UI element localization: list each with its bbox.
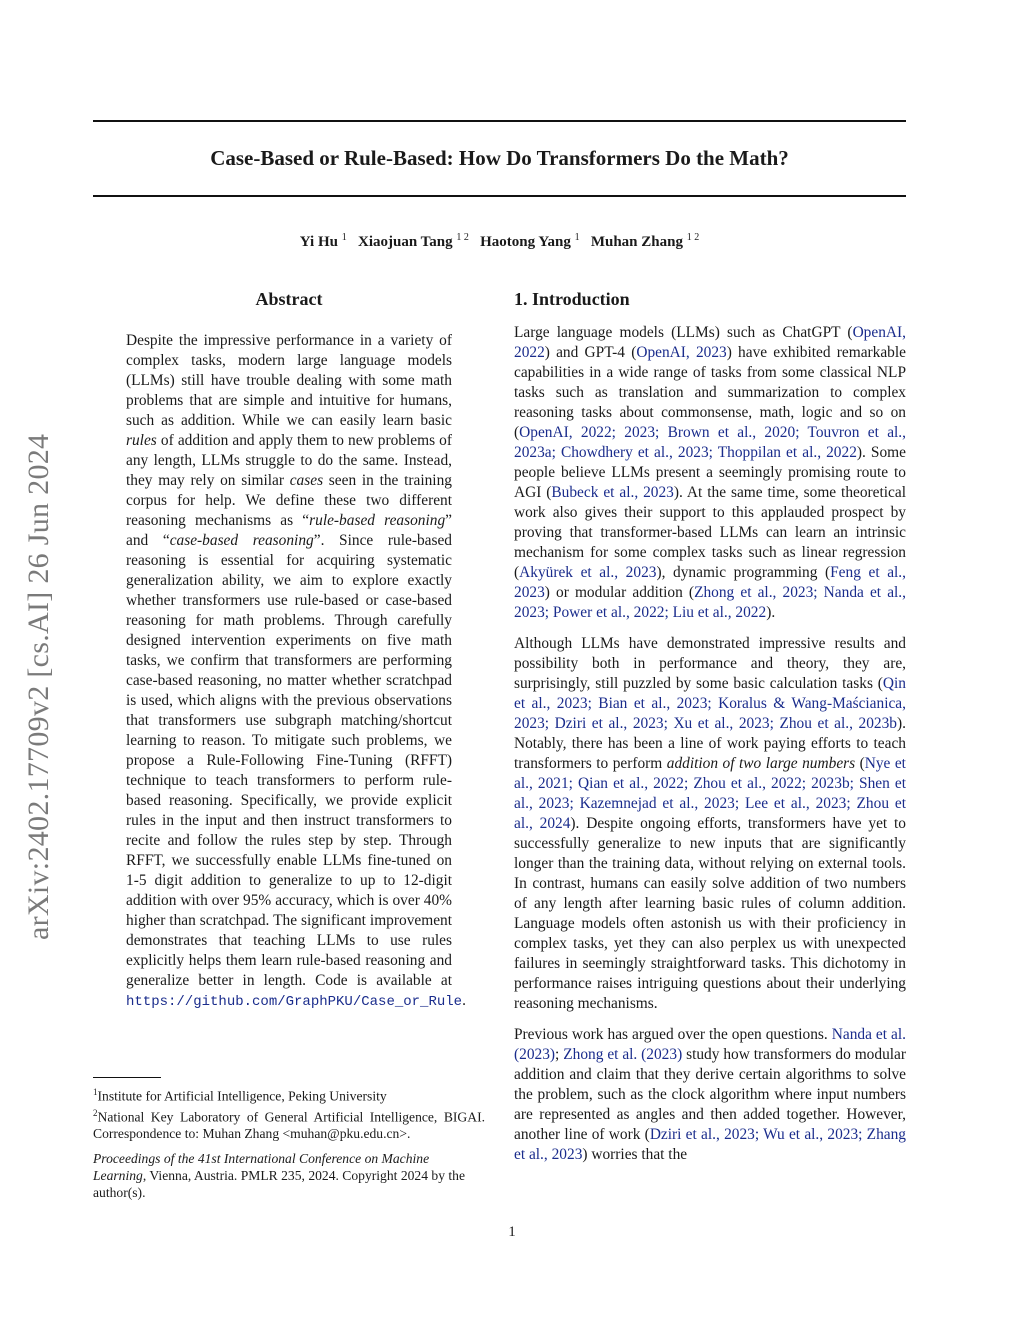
citation-link[interactable]: Qin et al., 2023; Bian et al., 2023; Koralus & Wang-Maścianica, 2023; Dziri et al., 2023; Xu et al., 2023; Zhou et al., 2023b xyxy=(514,675,906,732)
page-number: 1 xyxy=(508,1224,516,1240)
proceedings-note: Proceedings of the 41st International Conference on Machine Learning, Vienna, Austria. PMLR 235, 2024. Copyright 2024 by the author(s). xyxy=(93,1151,466,1200)
author-name: Xiaojuan Tang xyxy=(357,234,453,250)
citation-link[interactable]: OpenAI, 2022; 2023; Brown et al., 2020; Touvron et al., 2023a; Chowdhery et al., 2023; Thoppilan et al., 2022 xyxy=(514,424,906,461)
citation-link[interactable]: OpenAI, 2023 xyxy=(636,344,727,361)
author-name: Muhan Zhang xyxy=(590,234,683,250)
introduction-heading: 1. Introduction xyxy=(514,289,630,309)
title-rule-top xyxy=(93,120,906,122)
arxiv-sidebar-stamp: arXiv:2402.17709v2 [cs.AI] 26 Jun 2024 xyxy=(22,433,55,940)
title-rule-bottom xyxy=(93,195,906,197)
abstract-heading: Abstract xyxy=(255,289,323,309)
author-name: Haotong Yang xyxy=(480,234,571,250)
footnote-1: $^1$Institute for Artificial Intelligence, Peking University xyxy=(93,1087,387,1104)
citation-link[interactable]: Akyürek et al., 2023 xyxy=(519,564,657,581)
left-column xyxy=(93,287,485,1012)
author-affiliation: 1 xyxy=(341,232,347,243)
footnote-rule xyxy=(93,1077,161,1078)
code-link[interactable]: https://github.com/GraphPKU/Case_or_Rule xyxy=(126,994,463,1010)
citation-link[interactable]: Dziri et al., 2023; Wu et al., 2023; Zhang et al., 2023 xyxy=(514,1126,907,1163)
citation-link[interactable]: Nanda et al. (2023) xyxy=(514,1026,906,1063)
intro-paragraph-2: Although LLMs have demonstrated impressive results and possibility both in performance and theory, they are, surprisingly, still puzzled by some basic calculation tasks (Qin et al., 2023; Bian et al., 2023; Koralus & Wang-Maścianica, 2023; Dziri et al., 2023; Xu et al., 2023; Zhou et al., 2023b). Notably, there has been a line of work paying efforts to teach transformers to perform addition of two large numbers (Nye et al., 2021; Qian et al., 2022; Zhou et al., 2022; 2023b; Shen et al., 2023; Kazemnejad et al., 2023; Lee et al., 2023; Zhou et al., 2024). Despite ongoing efforts, transformers have yet to successfully generalize to new inputs that are significantly longer than the training data, without relying on external tools. In contrast, humans can easily solve addition of two numbers of any length after learning basic rules of column addition. Language models often astonish us with their proficiency in complex tasks, yet they can also perplex us with unexpected failures in seemingly straightforward tasks. This dichotomy in performance raises intriguing questions about their underlying reasoning mechanisms. xyxy=(514,635,906,1012)
author-list xyxy=(93,232,906,251)
intro-paragraph-3: Previous work has argued over the open questions. Nanda et al. (2023); Zhong et al. (2023) study how transformers do modular addition and claim that they derive certain algorithms to solve the problem, such as the clock algorithm where input numbers are represented as angles and then added together. However, another line of work (Dziri et al., 2023; Wu et al., 2023; Zhang et al., 2023) worries that the xyxy=(514,1026,907,1163)
citation-link[interactable]: Nye et al., 2021; Qian et al., 2022; Zhou et al., 2022; 2023b; Shen et al., 2023; Kazemnejad et al., 2023; Lee et al., 2023; Zhou et al., 2024 xyxy=(514,755,906,832)
footnote-2: $^2$National Key Laboratory of General Artificial Intelligence, BIGAI. Correspondence to: Muhan Zhang <muhan@pku.edu.cn>. xyxy=(93,1107,485,1142)
author-affiliation: 1 2 xyxy=(456,232,469,243)
citation-link[interactable]: Feng et al., 2023 xyxy=(514,564,906,601)
paper-title: Case-Based or Rule-Based: How Do Transformers Do the Math? xyxy=(210,146,789,170)
intro-paragraph-1: Large language models (LLMs) such as ChatGPT (OpenAI, 2022) and GPT-4 (OpenAI, 2023) have exhibited remarkable capabilities in a wide range of tasks from some classical NLP tasks such as translation and summarization to complex reasoning tasks about commonsense, math, logic and so on (OpenAI, 2022; 2023; Brown et al., 2020; Touvron et al., 2023a; Chowdhery et al., 2023; Thoppilan et al., 2022). Some people believe LLMs present a seemingly promising route to AGI (Bubeck et al., 2023). At the same time, some theoretical work also gives their support to this applauded prospect by proving that transformer-based LLMs can learn an intrinsic mechanism for some complex tasks such as linear regression (Akyürek et al., 2023), dynamic programming (Feng et al., 2023) or modular addition (Zhong et al., 2023; Nanda et al., 2023; Power et al., 2022; Liu et al., 2022). xyxy=(514,324,906,621)
citation-link[interactable]: Zhong et al. (2023) xyxy=(563,1046,683,1063)
author-affiliation: 1 2 xyxy=(686,232,700,243)
abstract-body: Despite the impressive performance in a variety of complex tasks, modern large language models (LLMs) still have trouble dealing with some math problems that are simple and intuitive for humans, such as addition. While we can easily learn basic rules of addition and apply them to new problems of any length, LLMs struggle to do the same. Instead, they may rely on similar cases seen in the training corpus for help. We define these two different reasoning mechanisms as “rule-based reasoning” and “case-based reasoning”. Since rule-based reasoning is essential for acquiring systematic generalization ability, we aim to explore exactly whether transformers use rule-based or case-based reasoning for math problems. Through carefully designed intervention experiments on five math tasks, we confirm that transformers are performing case-based reasoning, no matter whether scratchpad is used, which aligns with the previous observations that transformers use subgraph matching/shortcut learning to reason. To mitigate such problems, we propose a Rule-Following Fine-Tuning (RFFT) technique to teach transformers to perform rule-based reasoning. Specifically, we provide explicit rules in the input and then instruct transformers to recite and follow the rules step by step. Through RFFT, we successfully enable LLMs fine-tuned on 1-5 digit addition to generalize to up to 12-digit addition with over 95% accuracy, which is over 40% higher than scratchpad. The significant improvement demonstrates that teaching LLMs to use rules explicitly helps them learn rule-based reasoning and generalize better in length. Code is available at https://github.com/GraphPKU/Case_or_Rule. xyxy=(126,332,466,1010)
author-affiliation: 1 xyxy=(574,232,580,243)
citation-link[interactable]: Bubeck et al., 2023 xyxy=(551,484,674,501)
citation-link[interactable]: OpenAI, 2022 xyxy=(514,324,906,361)
footnotes xyxy=(93,1084,485,1142)
right-column xyxy=(514,287,906,1176)
author-name: Yi Hu xyxy=(299,234,338,250)
citation-link[interactable]: Zhong et al., 2023; Nanda et al., 2023; Power et al., 2022; Liu et al., 2022 xyxy=(514,584,906,621)
